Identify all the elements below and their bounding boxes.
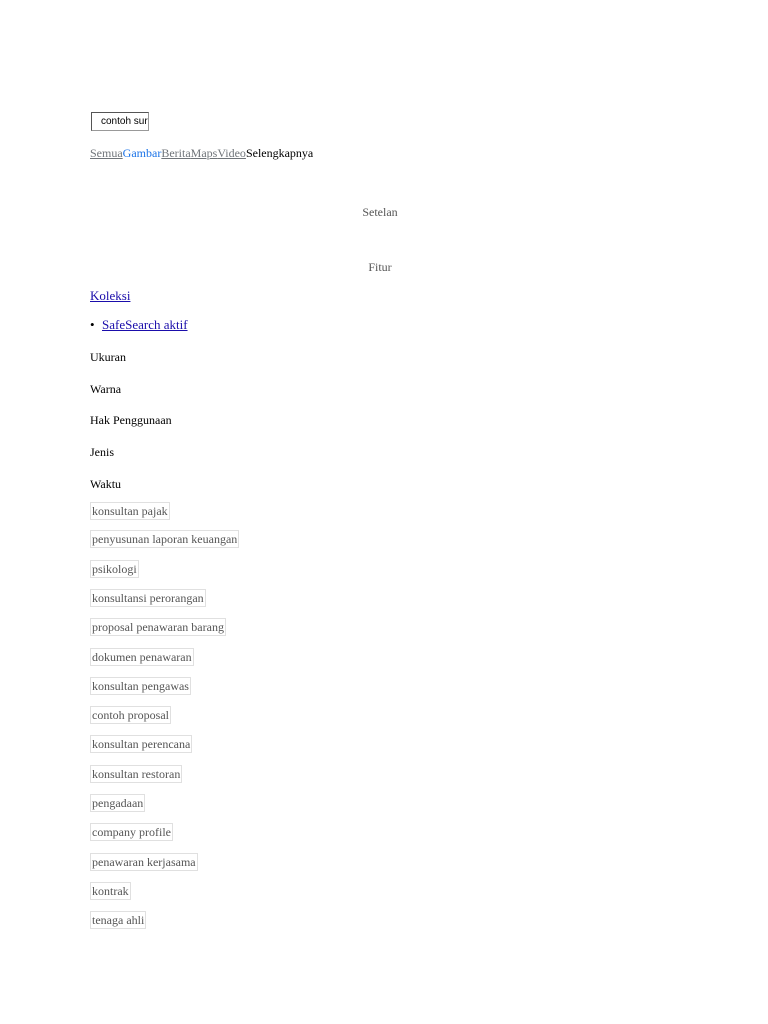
related-search-chip[interactable]: penyusunan laporan keuangan xyxy=(92,532,238,546)
filter-usage-rights[interactable]: Hak Penggunaan xyxy=(90,413,172,427)
related-search-chip[interactable]: kontrak xyxy=(92,884,129,898)
safesearch-list-item xyxy=(90,317,188,333)
related-search-chip[interactable]: psikologi xyxy=(92,562,137,576)
search-tabs xyxy=(90,146,313,162)
filter-size[interactable]: Ukuran xyxy=(90,350,126,364)
filter-color[interactable]: Warna xyxy=(90,382,122,396)
bullet-icon: • xyxy=(90,317,95,332)
related-search-chip[interactable]: contoh proposal xyxy=(92,708,169,722)
tab-all[interactable]: Semua xyxy=(90,146,123,160)
related-search-chip[interactable]: konsultan pengawas xyxy=(92,679,189,693)
related-search-chip[interactable]: company profile xyxy=(92,825,171,839)
related-search-chip[interactable]: pengadaan xyxy=(92,796,144,810)
settings-button[interactable]: Setelan xyxy=(362,205,398,219)
collections-link[interactable]: Koleksi xyxy=(90,288,131,303)
related-search-chip[interactable]: konsultansi perorangan xyxy=(92,591,204,605)
related-search-chip[interactable]: konsultan restoran xyxy=(92,767,181,781)
tab-news[interactable]: Berita xyxy=(161,146,191,160)
related-search-chip[interactable]: konsultan pajak xyxy=(92,504,168,518)
search-input[interactable] xyxy=(91,112,149,131)
related-search-chip[interactable]: dokumen penawaran xyxy=(92,650,192,664)
safesearch-link[interactable]: SafeSearch aktif xyxy=(102,317,188,332)
tab-maps[interactable]: Maps xyxy=(190,146,218,160)
features-button[interactable]: Fitur xyxy=(368,260,392,274)
filter-type[interactable]: Jenis xyxy=(90,445,114,459)
tab-images[interactable]: Gambar xyxy=(122,146,162,160)
related-search-chip[interactable]: tenaga ahli xyxy=(92,913,145,927)
filter-time[interactable]: Waktu xyxy=(90,477,122,491)
related-search-chip[interactable]: penawaran kerjasama xyxy=(92,855,196,869)
tab-more[interactable]: Selengkapnya xyxy=(245,146,314,160)
related-search-chip[interactable]: konsultan perencana xyxy=(92,737,191,751)
tab-videos[interactable]: Video xyxy=(217,146,246,160)
related-search-chip[interactable]: proposal penawaran barang xyxy=(92,620,224,634)
